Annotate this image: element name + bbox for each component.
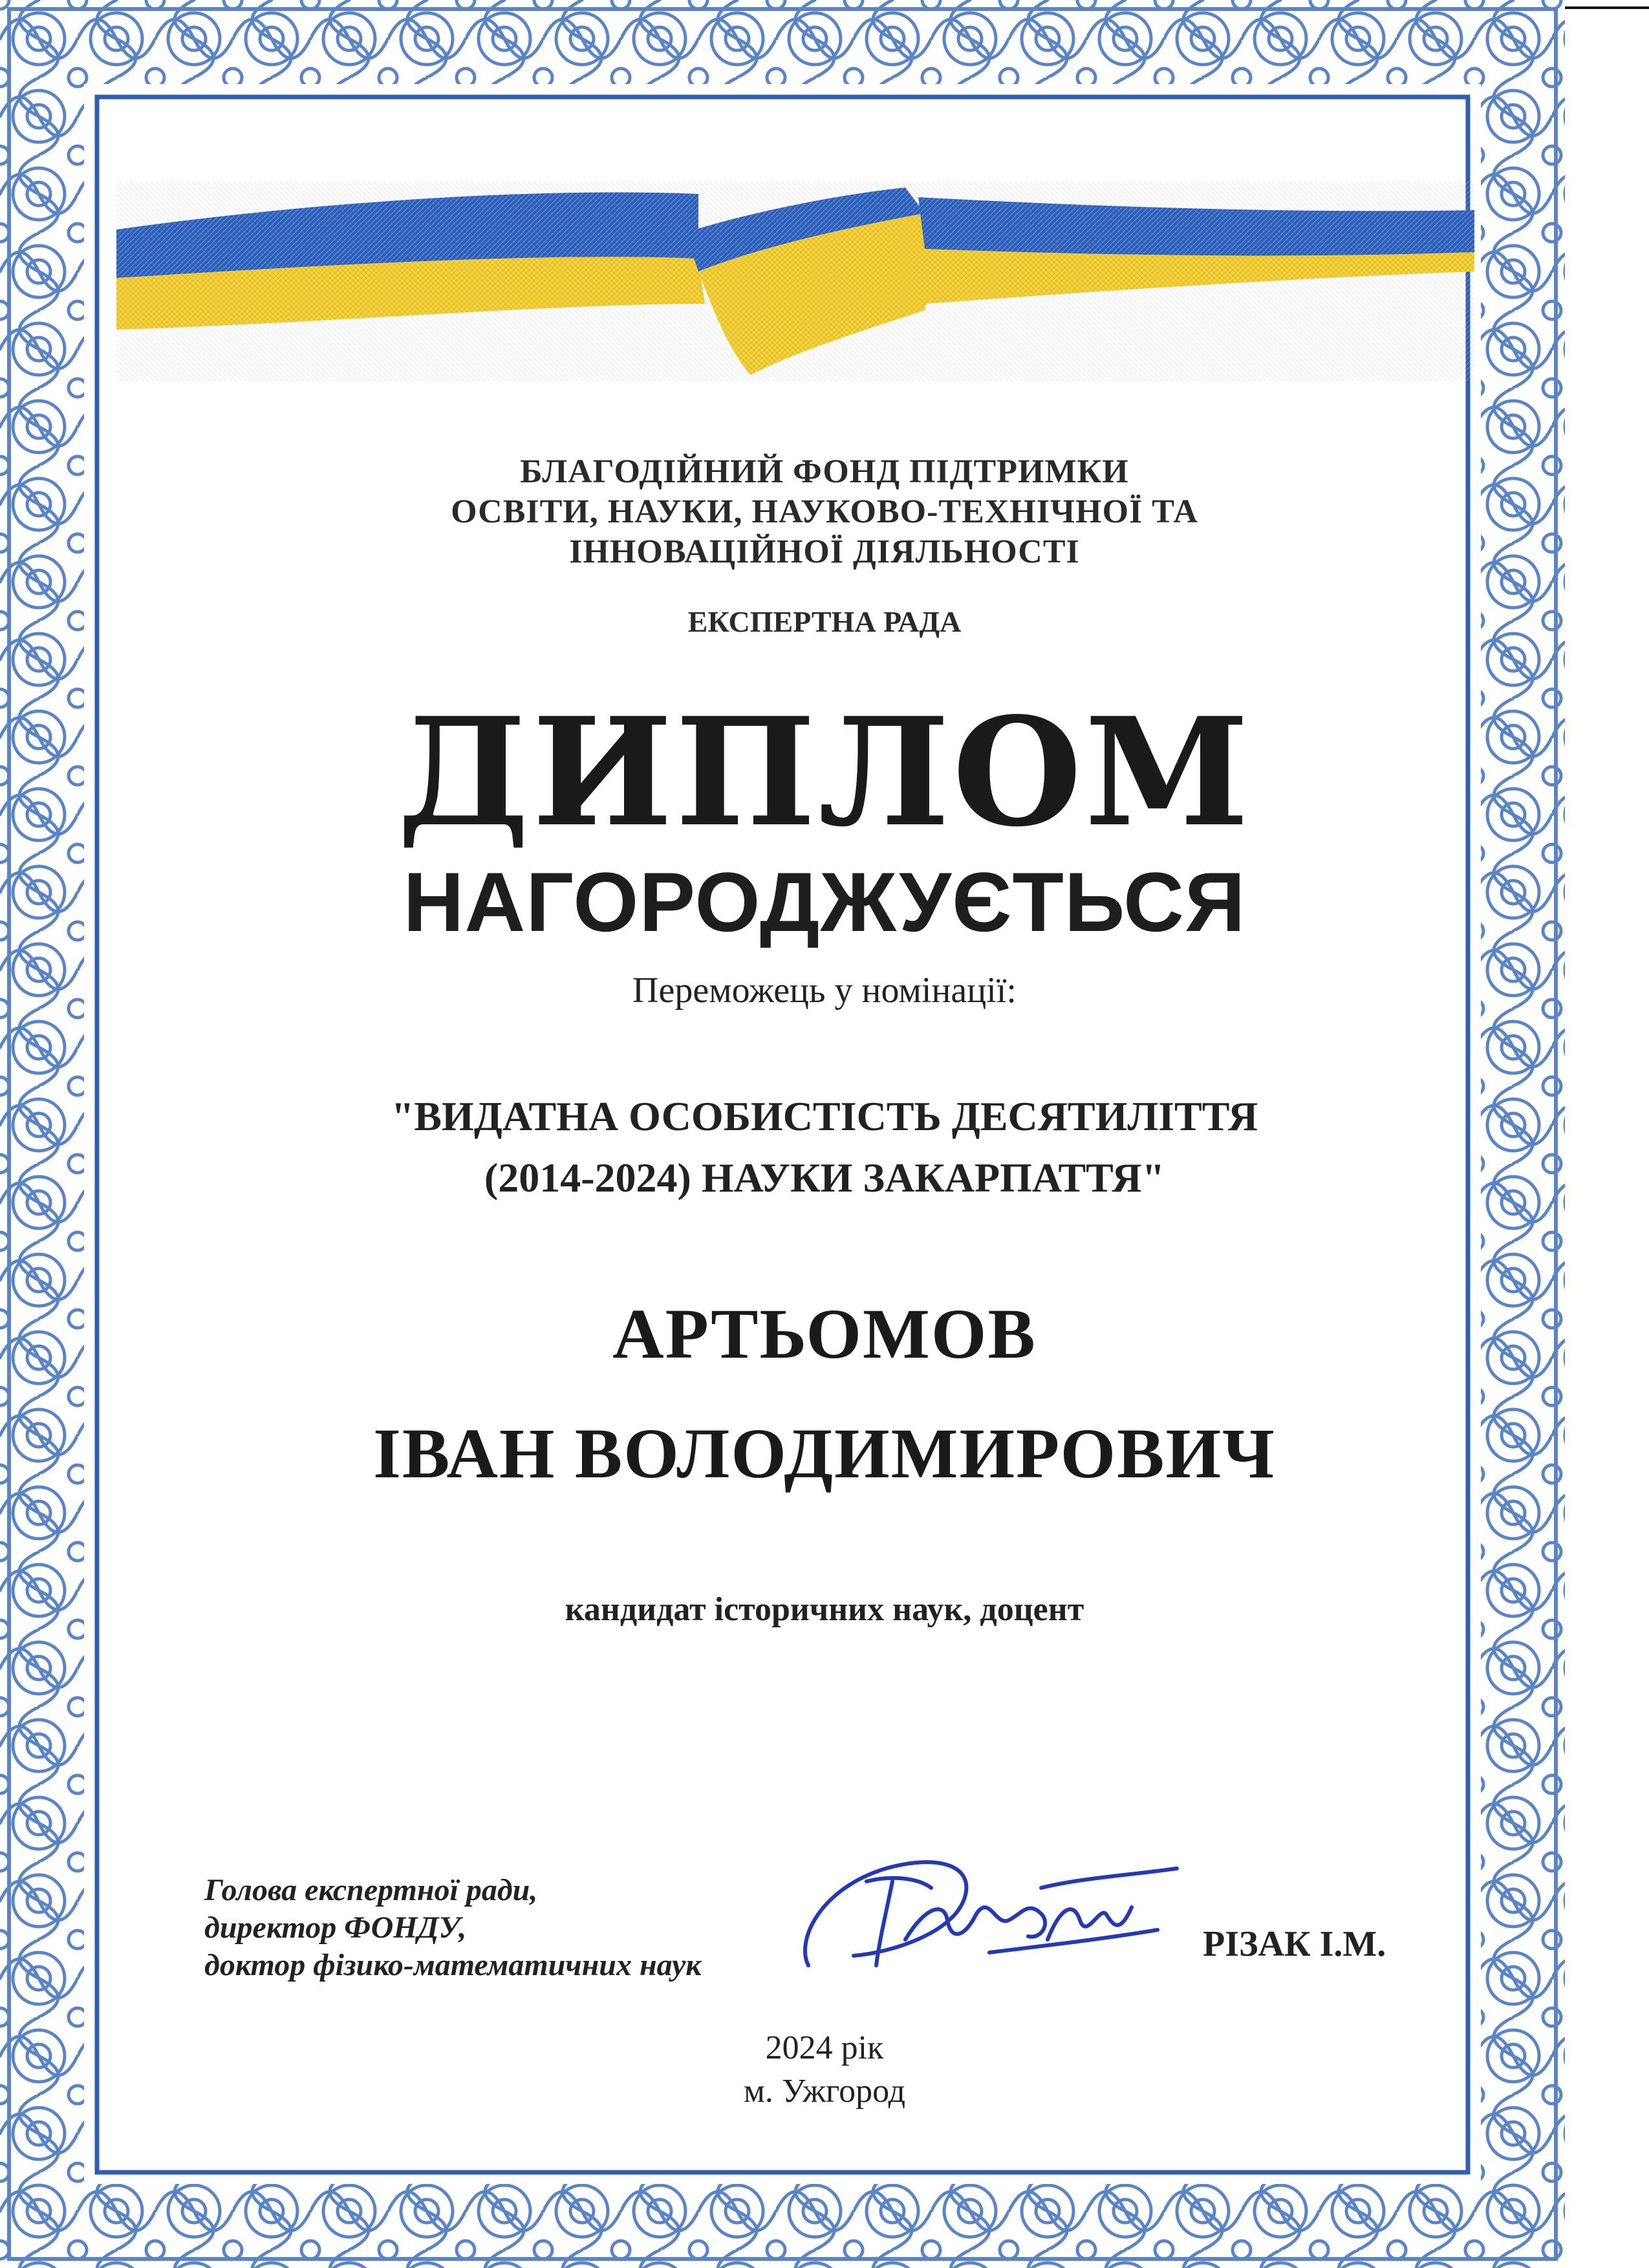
- recipient-given-names: ІВАН ВОЛОДИМИРОВИЧ: [373, 1414, 1276, 1493]
- diploma-title: ДИПЛОМ: [397, 685, 1252, 860]
- recipient-surname: АРТЬОМОВ: [612, 1294, 1037, 1373]
- foundation-name-line-1: БЛАГОДІЙНИЙ ФОНД ПІДТРИМКИ: [520, 453, 1129, 490]
- diploma-city: м. Ужгород: [743, 2073, 906, 2110]
- nomination-intro: Переможець у номінації:: [632, 970, 1017, 1011]
- recipient-degree: кандидат історичних наук, доцент: [565, 1591, 1084, 1628]
- signatory-position-line-2: директор ФОНДУ,: [204, 1910, 467, 1945]
- awarded-heading: НАГОРОДЖУЄТЬСЯ: [403, 855, 1246, 949]
- foundation-name-line-3: ІННОВАЦІЙНОЇ ДІЯЛЬНОСТІ: [569, 533, 1080, 570]
- signatory-position-line-3: доктор фізико-математичних наук: [204, 1948, 702, 1982]
- flag-ribbon: [116, 181, 1474, 381]
- foundation-name-line-2: ОСВІТИ, НАУКИ, НАУКОВО-ТЕХНІЧНОЇ ТА: [451, 493, 1198, 530]
- signatory-position-line-1: Голова експертної ради,: [204, 1873, 538, 1907]
- nomination-line-2: (2014-2024) НАУКИ ЗАКАРПАТТЯ": [484, 1155, 1165, 1201]
- corner-mark: [1565, 6, 1649, 9]
- signatory-position: [204, 1872, 702, 1984]
- nomination-line-1: "ВИДАТНА ОСОБИСТІСТЬ ДЕСЯТИЛІТТЯ: [391, 1093, 1258, 1139]
- expert-council-label: ЕКСПЕРТНА РАДА: [687, 605, 962, 638]
- diploma-year: 2024 рік: [765, 2029, 884, 2066]
- handwritten-signature: [795, 1843, 1183, 1991]
- signatory-name: РІЗАК І.М.: [1203, 1924, 1386, 1964]
